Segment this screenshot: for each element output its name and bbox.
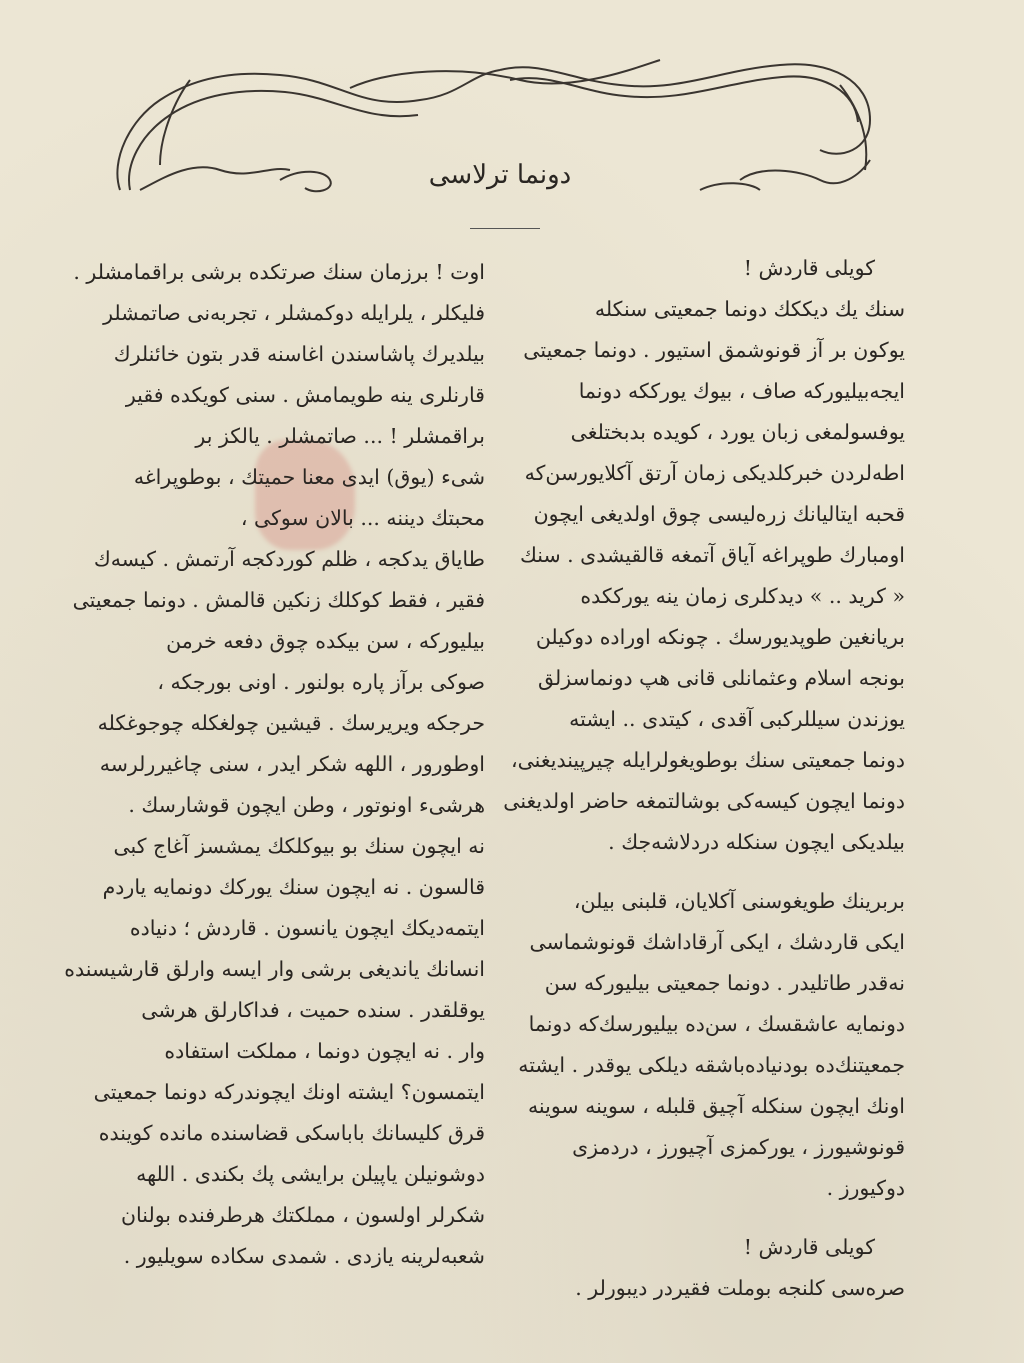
text-line: اطه‌لردن خبرکلدیکی زمان آرتق آکلایورسن‌که bbox=[524, 461, 905, 485]
text-line: جمعیتنك‌ده بودنیاده‌باشقه دیلکی یوقدر . ایشته bbox=[518, 1053, 905, 1077]
text-line: ایتمه‌دیکك ایچون یانسون . قاردش ؛ دنیاده bbox=[129, 916, 485, 940]
text-line: قارنلری ینه طویمامش . سنی کویکده فقیر bbox=[125, 383, 485, 407]
text-line: بیلیورکه ، سن بیکده چوق دفعه خرمن bbox=[166, 629, 485, 653]
text-line: یوقلقدر . سنده حمیت ، فداکارلق هرشی bbox=[141, 998, 485, 1022]
text-line: شعبه‌لرینه یازدی . شمدی سکاده سویلیور . bbox=[123, 1244, 485, 1268]
text-line: طایاق یدکجه ، ظلم کوردکجه آرتمش . کیسه‌ك bbox=[93, 547, 485, 571]
text-line: ایتمسون؟ ایشته اونك ایچوندرکه دونما جمعیتی bbox=[93, 1080, 485, 1104]
text-line: شکرلر اولسون ، مملکتك هرطرفنده بولنان bbox=[120, 1203, 485, 1227]
text-line: « کرید .. » دیدکلری زمان ینه یورککده bbox=[580, 584, 905, 608]
text-line: اوطورور ، اللهه شکر ایدر ، سنی چاغیررلرسه bbox=[99, 752, 485, 776]
title-divider bbox=[470, 228, 540, 229]
text-line: دونما جمعیتی سنك بوطویغولرایله چیرپیندیغنی، bbox=[510, 748, 905, 772]
text-line: دونما ایچون کیسه‌کی بوشالتمغه حاضر اولدیغنی bbox=[503, 789, 905, 813]
text-line: فلیکلر ، یلرایله دوکمشلر ، تجربه‌نی صاتمشلر bbox=[103, 301, 485, 325]
text-line: صوکی برآز پاره بولنور . اونی بورجکه ، bbox=[157, 670, 485, 694]
text-line: یوزندن سیللرکبی آقدی ، کیتدی .. ایشته bbox=[569, 707, 905, 731]
text-line: کویلی قاردش ! bbox=[743, 256, 875, 280]
right-text-column bbox=[503, 248, 905, 1309]
text-line: اومبارك طوپراغه آیاق آتمغه قالقیشدی . سنك bbox=[519, 543, 905, 567]
text-line: محبتك دیننه ... بالان سوکی ، bbox=[240, 506, 485, 530]
text-line: بیلدیرك پاشاسندن اغاسنه قدر بتون خائنلرك bbox=[113, 342, 485, 366]
article-title: دونما ترلاسی bbox=[428, 160, 572, 190]
text-line: بریانغین طوپدیورسك . چونکه اوراده دوکیلن bbox=[535, 625, 905, 649]
text-line: اونك ایچون سنکله آچیق قلبله ، سوینه سوینه bbox=[527, 1094, 905, 1118]
text-line: وار . نه ایچون دونما ، مملکت استفاده bbox=[164, 1039, 485, 1063]
text-line: ایکی قاردشك ، ایکی آرقاداشك قونوشماسی bbox=[529, 930, 905, 954]
text-line: انسانك یاندیغی برشی وار ایسه وارلق قارشیسنده bbox=[64, 957, 485, 981]
left-text-column bbox=[65, 252, 485, 1277]
text-line: حرجکه ویریرسك . قیشین چولغکله چوجوغکله bbox=[97, 711, 485, 735]
text-line: قرق کلیسانك باباسکی قضاسنده مانده کوینده bbox=[98, 1121, 485, 1145]
text-line: سنك یك دیككك دونما جمعیتی سنكله bbox=[594, 297, 905, 321]
text-line: ایجه‌بیلیورکه صاف ، بیوك یورككه دونما bbox=[578, 379, 905, 403]
text-line: دوکیورز . bbox=[826, 1176, 905, 1200]
text-line: فقیر ، فقط کوکلك زنکین قالمش . دونما جمعیتی bbox=[72, 588, 485, 612]
text-line: نه ایچون سنك بو بیوکلکك یمشسز آغاج کبی bbox=[113, 834, 485, 858]
text-line: اوت ! برزمان سنك صرتکده برشی براقمامشلر . bbox=[73, 260, 485, 284]
text-line: نه‌قدر طاتلیدر . دونما جمعیتی بیلیورکه سن bbox=[544, 971, 905, 995]
text-line: بربرینك طویغوسنی آکلایان، قلبنی بیلن، bbox=[573, 889, 905, 913]
text-line: بیلدیکی ایچون سنکله دردلاشه‌جك . bbox=[608, 830, 905, 854]
text-line: دونمایه عاشقسك ، سن‌ده بیلیورسك‌که دونما bbox=[528, 1012, 905, 1036]
text-line: کویلی قاردش ! bbox=[743, 1235, 875, 1259]
text-line: هرشیء اونوتور ، وطن ایچون قوشارسك . bbox=[128, 793, 485, 817]
text-line: یوفسولمغی زبان یورد ، کویده بدبختلغی bbox=[570, 420, 905, 444]
text-line: دوشونیلن یاپیلن برایشی پك بکندی . اللهه bbox=[136, 1162, 485, 1186]
text-line: قالسون . نه ایچون سنك یورکك دونمایه یاردم bbox=[102, 875, 485, 899]
text-line: بونجه اسلام وعثمانلی قانی هپ دونماسزلق bbox=[537, 666, 905, 690]
text-line: یوكون بر آز قونوشمق استیور . دونما جمعیتی bbox=[523, 338, 905, 362]
text-line: شیء (یوق) ایدی معنا حمیتك ، بوطوپراغه bbox=[133, 465, 485, 489]
text-line: قونوشیورز ، یورکمزی آچیورز ، دردمزی bbox=[572, 1135, 905, 1159]
text-line: براقمشلر ! ... صاتمشلر . یالکز بر bbox=[195, 424, 485, 448]
text-line: صره‌سی کلنجه بوملت فقیردر دیبورلر . bbox=[575, 1276, 905, 1300]
text-line: قحبه ایتالیانك زره‌لیسی چوق اولدیغی ایچون bbox=[533, 502, 905, 526]
